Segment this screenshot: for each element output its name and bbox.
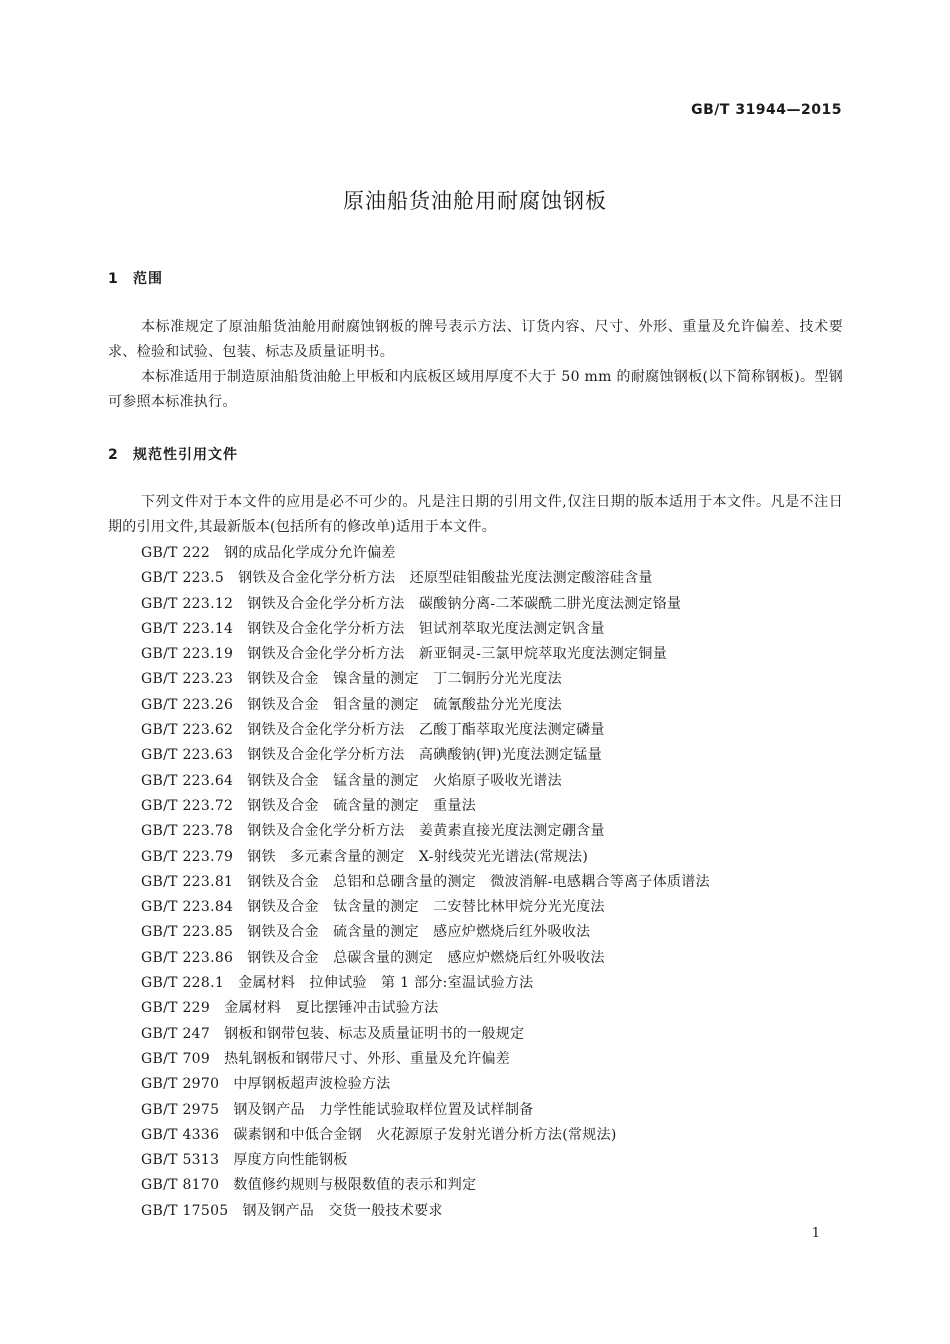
- reference-title: 钢铁及合金化学分析方法 钽试剂萃取光度法测定钒含量: [247, 620, 605, 637]
- reference-list: [141, 541, 710, 1224]
- reference-item: [141, 895, 710, 920]
- reference-code: GB/T 247: [141, 1025, 211, 1042]
- reference-code: GB/T 223.12: [141, 595, 234, 612]
- reference-item: [141, 1072, 710, 1097]
- reference-code: GB/T 228.1: [141, 975, 225, 992]
- reference-code: GB/T 8170: [141, 1177, 220, 1194]
- reference-item: [141, 870, 710, 895]
- reference-item: [141, 996, 710, 1021]
- reference-title: 钢铁及合金 锰含量的测定 火焰原子吸收光谱法: [247, 772, 562, 789]
- reference-code: GB/T 222: [141, 545, 211, 561]
- reference-title: 钢铁及合金化学分析方法 姜黄素直接光度法测定硼含量: [247, 823, 605, 840]
- reference-title: 热轧钢板和钢带尺寸、外形、重量及允许偏差: [224, 1050, 511, 1067]
- reference-title: 钢铁及合金 硫含量的测定 重量法: [247, 797, 477, 814]
- reference-item: [141, 667, 710, 692]
- reference-title: 钢铁及合金 总碳含量的测定 感应炉燃烧后红外吸收法: [247, 949, 605, 966]
- reference-code: GB/T 223.5: [141, 570, 225, 587]
- reference-code: GB/T 223.26: [141, 696, 234, 713]
- reference-title: 厚度方向性能钢板: [233, 1152, 348, 1169]
- reference-item: [141, 592, 710, 617]
- reference-item: [141, 566, 710, 591]
- reference-title: 金属材料 拉伸试验 第 1 部分:室温试验方法: [238, 975, 534, 992]
- reference-code: GB/T 223.62: [141, 722, 234, 739]
- reference-item: [141, 819, 710, 844]
- reference-item: [141, 1173, 710, 1198]
- reference-title: 钢铁及合金 钼含量的测定 硫氰酸盐分光光度法: [247, 696, 562, 713]
- reference-code: GB/T 223.79: [141, 848, 234, 865]
- section-heading-scope: [108, 268, 163, 288]
- reference-item: [141, 743, 710, 768]
- reference-title: 数值修约规则与极限数值的表示和判定: [233, 1177, 477, 1194]
- reference-item: [141, 1148, 710, 1173]
- reference-code: GB/T 223.72: [141, 797, 234, 814]
- reference-title: 钢铁及合金化学分析方法 还原型硅钼酸盐光度法测定酸溶硅含量: [238, 570, 653, 587]
- reference-title: 金属材料 夏比摆锤冲击试验方法: [224, 1000, 439, 1017]
- reference-item: [141, 1123, 710, 1148]
- reference-code: GB/T 223.64: [141, 772, 234, 789]
- standard-number: GB/T 31944—2015: [691, 102, 842, 118]
- reference-item: [141, 541, 710, 566]
- reference-item: [141, 946, 710, 971]
- reference-title: 钢铁及合金化学分析方法 碳酸钠分离-二苯碳酰二肼光度法测定铬量: [247, 595, 682, 612]
- reference-code: GB/T 223.84: [141, 899, 234, 916]
- reference-code: GB/T 223.86: [141, 949, 234, 966]
- reference-item: [141, 920, 710, 945]
- reference-title: 钢的成品化学成分允许偏差: [224, 545, 396, 561]
- reference-code: GB/T 223.63: [141, 747, 234, 764]
- section-title: 规范性引用文件: [133, 447, 238, 463]
- scope-paragraph-1: 本标准规定了原油船货油舱用耐腐蚀钢板的牌号表示方法、订货内容、尺寸、外形、重量及允许偏差、技术要求、检验和试验、包装、标志及质量证明书。: [108, 319, 843, 360]
- reference-title: 钢铁及合金 硫含量的测定 感应炉燃烧后红外吸收法: [247, 924, 591, 941]
- reference-code: GB/T 229: [141, 1000, 211, 1017]
- reference-title: 中厚钢板超声波检验方法: [233, 1076, 391, 1093]
- reference-code: GB/T 223.23: [141, 671, 234, 688]
- reference-item: [141, 845, 710, 870]
- reference-title: 钢铁及合金 钛含量的测定 二安替比林甲烷分光光度法: [247, 899, 605, 916]
- section-number: 2: [108, 447, 119, 463]
- reference-code: GB/T 2975: [141, 1101, 220, 1118]
- reference-code: GB/T 223.19: [141, 646, 234, 663]
- reference-item: [141, 1098, 710, 1123]
- reference-title: 钢及钢产品 力学性能试验取样位置及试样制备: [233, 1101, 534, 1118]
- reference-item: [141, 1022, 710, 1047]
- reference-title: 碳素钢和中低合金钢 火花源原子发射光谱分析方法(常规法): [233, 1126, 617, 1143]
- reference-title: 钢及钢产品 交货一般技术要求: [242, 1202, 443, 1219]
- reference-title: 钢铁及合金化学分析方法 乙酸丁酯萃取光度法测定磷量: [247, 722, 605, 739]
- section-title: 范围: [133, 271, 163, 287]
- document-title: 原油船货油舱用耐腐蚀钢板: [343, 189, 607, 213]
- reference-title: 钢铁及合金化学分析方法 高碘酸钠(钾)光度法测定锰量: [247, 747, 602, 764]
- reference-title: 钢铁及合金化学分析方法 新亚铜灵-三氯甲烷萃取光度法测定铜量: [247, 646, 667, 663]
- section-number: 1: [108, 271, 119, 287]
- reference-code: GB/T 223.81: [141, 873, 234, 890]
- scope-paragraph-2: 本标准适用于制造原油船货油舱上甲板和内底板区域用厚度不大于 50 mm 的耐腐蚀钢板(以下简称钢板)。型钢可参照本标准执行。: [108, 369, 843, 410]
- reference-code: GB/T 4336: [141, 1126, 220, 1143]
- reference-item: [141, 769, 710, 794]
- section-heading-normative-references: [108, 444, 238, 464]
- reference-title: 钢铁 多元素含量的测定 X-射线荧光光谱法(常规法): [247, 848, 589, 865]
- reference-item: [141, 617, 710, 642]
- references-intro-paragraph: 下列文件对于本文件的应用是必不可少的。凡是注日期的引用文件,仅注日期的版本适用于本文件。凡是不注日期的引用文件,其最新版本(包括所有的修改单)适用于本文件。: [108, 494, 843, 535]
- reference-code: GB/T 2970: [141, 1076, 220, 1093]
- reference-item: [141, 1047, 710, 1072]
- reference-item: [141, 794, 710, 819]
- reference-code: GB/T 5313: [141, 1152, 220, 1169]
- reference-item: [141, 1199, 710, 1224]
- reference-code: GB/T 709: [141, 1050, 211, 1067]
- reference-code: GB/T 17505: [141, 1202, 229, 1219]
- reference-code: GB/T 223.78: [141, 823, 234, 840]
- reference-title: 钢铁及合金 镍含量的测定 丁二铜肟分光光度法: [247, 671, 562, 688]
- page-number: 1: [811, 1226, 820, 1241]
- reference-code: GB/T 223.14: [141, 620, 234, 637]
- reference-item: [141, 971, 710, 996]
- reference-item: [141, 693, 710, 718]
- reference-title: 钢板和钢带包装、标志及质量证明书的一般规定: [224, 1025, 525, 1042]
- reference-item: [141, 642, 710, 667]
- reference-code: GB/T 223.85: [141, 924, 234, 941]
- reference-title: 钢铁及合金 总铝和总硼含量的测定 微波消解-电感耦合等离子体质谱法: [247, 873, 710, 890]
- reference-item: [141, 718, 710, 743]
